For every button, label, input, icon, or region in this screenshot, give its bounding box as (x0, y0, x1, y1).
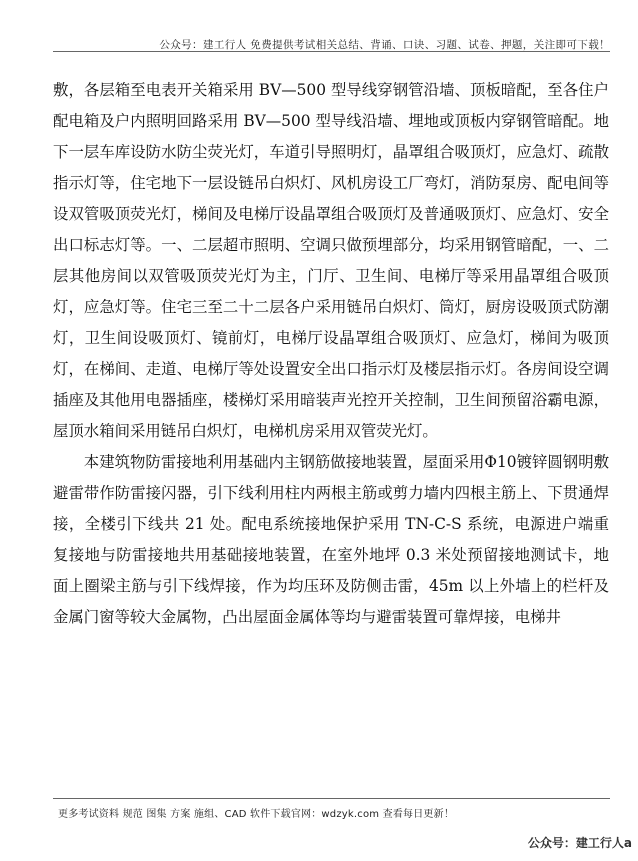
paragraph-electrical-lighting: 敷，各层箱至电表开关箱采用 BV—500 型导线穿钢管沿墙、顶板暗配，至各住户配电箱及户内照明回路采用 BV—500 型导线沿墙、埋地或顶板内穿钢管暗配。地下一层车库设防水防尘荧光灯，车道引导照明灯，晶罩组合吸顶灯，应急灯、疏散指示灯等，住宅地下一层设链吊白炽灯、风机房设工厂弯灯，消防泵房、配电间等设双管吸顶荧光灯，梯间及电梯厅设晶罩组合吸顶灯及普通吸顶灯、应急灯、安全出口标志灯等。一、二层超市照明、空调只做预埋部分，均采用钢管暗配，一、二层其他房间以双管吸顶荧光灯为主，门厅、卫生间、电梯厅等采用晶罩组合吸顶灯，应急灯等。住宅三至二十二层各户采用链吊白炽灯、筒灯，厨房设吸顶式防潮灯，卫生间设吸顶灯、镜前灯，电梯厅设晶罩组合吸顶灯、应急灯，梯间为吸顶灯，在梯间、走道、电梯厅等处设置安全出口指示灯及楼层指示灯。各房间设空调插座及其他用电器插座，楼梯灯采用暗装声光控开关控制，卫生间预留浴霸电源，屋顶水箱间采用链吊白炽灯，电梯机房采用双管荧光灯。 (53, 81, 609, 440)
header-note: 公众号：建工行人 免费提供考试相关总结、背诵、口诀、习题、试卷、押题，关注即可下载！ (159, 39, 610, 51)
paragraph-lightning-grounding: 本建筑物防雷接地利用基础内主钢筋做接地装置，屋面采用Φ10镀锌圆钢明敷避雷带作防雷接闪器，引下线利用柱内两根主筋或剪力墙内四根主筋上、下贯通焊接，全楼引下线共 21 处。配电系统接地保护采用 TN-C-S 系统，电源进户端重复接地与防雷接地共用基础接地装置，在室外地坪 0.3 米处预留接地测试卡，地面上圈梁主筋与引下线焊接，作为均压环及防侧击雷，45m 以上外墙上的栏杆及金属门窗等较大金属物，凸出屋面金属体等均与避雷装置可靠焊接，电梯井 (53, 453, 609, 626)
footer-note: 更多考试资料 规范 图集 方案 施组、CAD 软件下载官网：wdzyk.com 查看每日更新！ (58, 809, 455, 820)
header-divider (53, 51, 610, 52)
document-body (53, 75, 609, 633)
footer-divider (53, 798, 610, 799)
watermark: 公众号：建工行人a (527, 836, 632, 850)
